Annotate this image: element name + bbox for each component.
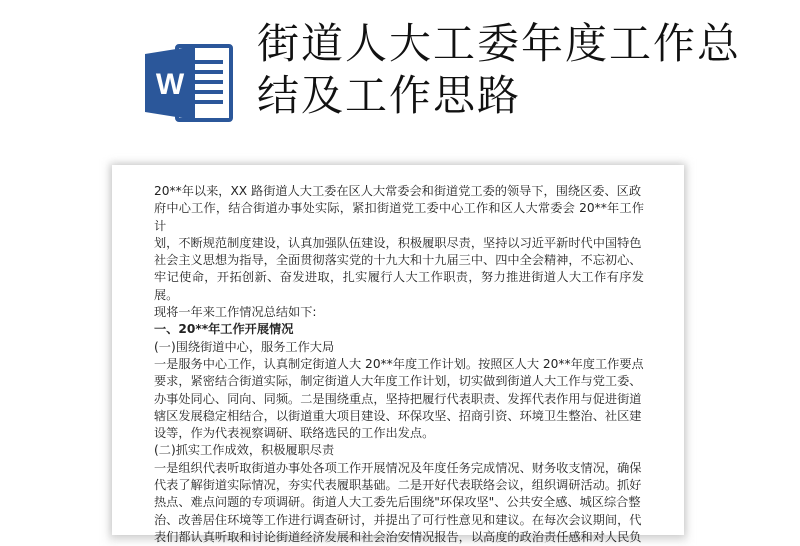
body-line: 一是组织代表听取街道办事处各项工作开展情况及年度任务完成情况、财务收支情况，确保 — [154, 460, 642, 475]
document-page — [112, 165, 684, 544]
body-line: 治、改善居住环境等工作进行调查研讨，并提出了可行性意见和建议。在每次会议期间，代 — [154, 512, 642, 527]
body-line: 府中心工作，结合街道办事处实际，紧扣街道党工委中心工作和区人大常委会 20**年工作计 — [154, 201, 644, 233]
body-line: 要求，紧密结合街道实际，制定街道人大年度工作计划，切实做到街道人大工作与党工委、 — [154, 374, 642, 389]
body-line: 一是服务中心工作，认真制定街道人大 20**年度工作计划。按照区人大 20**年度工作要点 — [154, 356, 644, 371]
subsection-heading: (一)围绕街道中心，服务工作大局 — [154, 339, 335, 354]
body-line: 现将一年来工作情况总结如下: — [154, 305, 317, 320]
word-document-icon — [143, 42, 235, 124]
body-line: 社会主义思想为指导，全面贯彻落实党的十九大和十九届三中、四中全会精神，不忘初心、 — [154, 253, 642, 268]
body-line: 20**年以来，XX 路街道人大工委在区人大常委会和街道党工委的领导下，围绕区委、区政 — [154, 184, 642, 198]
body-line: 牢记使命，开拓创新、奋发进取，扎实履行人大工作职责，努力推进街道人大工作有序发展。 — [154, 270, 644, 302]
body-line: 办事处同心、同向、同频。二是围绕重点，坚持把履行代表职责、发挥代表作用与促进街道 — [154, 391, 642, 406]
word-icon-letter: W — [155, 68, 185, 101]
body-line: 划，不断规范制度建设，认真加强队伍建设，积极履职尽责，坚持以习近平新时代中国特色 — [154, 235, 642, 250]
document-title: 街道人大工委年度工作总结及工作思路 — [257, 19, 742, 120]
body-line: 表们都认真听取和讨论街道经济发展和社会治安情况报告，以高度的政治责任感和对人民负 — [154, 529, 642, 544]
header — [0, 0, 800, 160]
body-line: 设等，作为代表视察调研、联络选民的工作出发点。 — [154, 426, 435, 441]
body-line: 辖区发展稳定相结合，以街道重大项目建设、环保攻坚、招商引资、环境卫生整治、社区建 — [154, 408, 642, 423]
body-line: 热点、难点问题的专项调研。街道人大工委先后围绕"环保攻坚"、公共安全感、城区综合整 — [154, 495, 641, 510]
document-body — [154, 183, 644, 546]
section-heading: 一、20**年工作开展情况 — [154, 322, 294, 337]
body-line: 代表了解街道实际情况，夯实代表履职基础。二是开好代表联络会议，组织调研活动。抓好 — [154, 478, 642, 493]
subsection-heading: (二)抓实工作成效，积极履职尽责 — [154, 443, 335, 458]
